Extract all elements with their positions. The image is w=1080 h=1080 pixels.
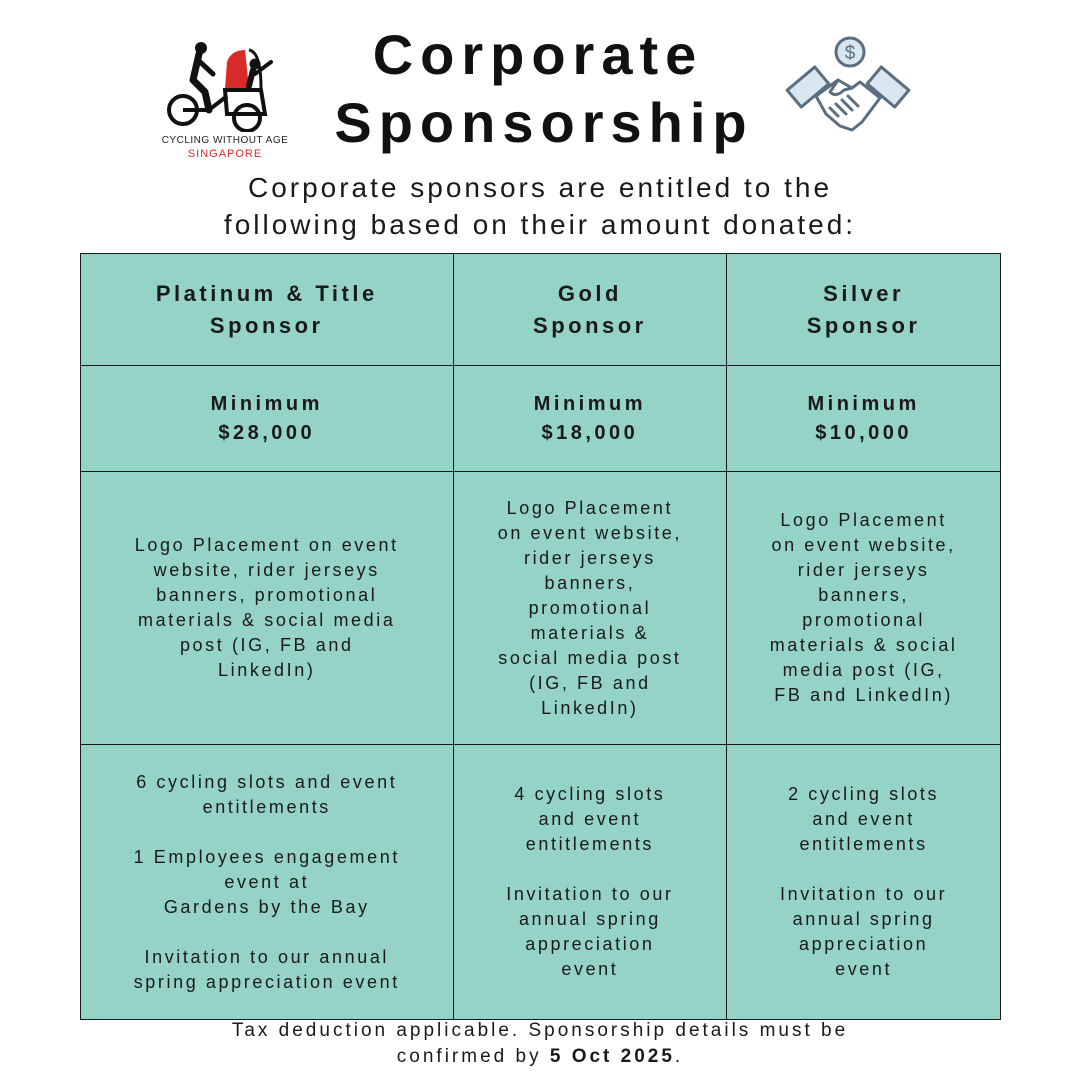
page-title-line2: Sponsorship	[334, 91, 754, 154]
tier-cell-platinum	[81, 254, 454, 366]
logo-text-cycling-without-age: CYCLING WITHOUT AGE	[161, 135, 289, 146]
page-title-line1: Corporate	[372, 23, 704, 86]
other-benefits-cell-gold	[453, 745, 727, 1020]
other-benefits-cell-silver	[727, 745, 1001, 1020]
footer-note: Tax deduction applicable. Sponsorship details must be	[231, 1020, 849, 1041]
logo-text-singapore: SINGAPORE	[187, 148, 263, 160]
sponsorship-table	[80, 253, 1001, 1020]
logo-benefit-cell-gold	[453, 472, 727, 745]
other-benefits-row	[81, 745, 1001, 1020]
minimum-cell-gold	[453, 366, 727, 472]
logo-benefit-text: Logo Placement on event website, rider jerseys banners, promotional materials & social media post (IG, FB and LinkedIn)	[769, 510, 958, 705]
minimum-row	[81, 366, 1001, 472]
minimum-cell-platinum	[81, 366, 454, 472]
logo-benefit-cell-silver	[727, 472, 1001, 745]
tier-cell-silver	[727, 254, 1001, 366]
logo-benefit-row	[81, 472, 1001, 745]
footer-prefix: confirmed by	[396, 1046, 550, 1067]
logo-benefit-text: Logo Placement on event website, rider jerseys banners, promotional materials & social media post (IG, FB and LinkedIn)	[134, 535, 399, 680]
footer-suffix: .	[674, 1046, 684, 1067]
minimum-amount: Minimum $10,000	[807, 392, 920, 444]
subtitle-line2: following based on their amount donated:	[223, 209, 857, 240]
footer-deadline-line	[0, 1046, 1080, 1068]
tier-name-row	[81, 254, 1001, 366]
minimum-amount: Minimum $18,000	[533, 392, 647, 444]
tier-name: Gold Sponsor	[533, 280, 647, 338]
minimum-amount: Minimum $28,000	[210, 392, 323, 444]
handshake-money-icon	[782, 30, 914, 158]
logo-benefit-text: Logo Placement on event website, rider jerseys banners, promotional materials & social media post (IG, FB and LinkedIn)	[497, 497, 683, 718]
tier-cell-gold	[453, 254, 727, 366]
minimum-cell-silver	[727, 366, 1001, 472]
deadline-date: 5 Oct 2025	[549, 1046, 675, 1067]
other-benefits-text: 2 cycling slots and event entitlements Invitation to our annual spring appreciation event	[779, 784, 948, 979]
logo-benefit-cell-platinum	[81, 472, 454, 745]
tier-name: Silver Sponsor	[806, 280, 921, 338]
other-benefits-text: 4 cycling slots and event entitlements Invitation to our annual spring appreciation event	[506, 784, 674, 979]
subtitle-line1: Corporate sponsors are entitled to the	[247, 172, 833, 203]
other-benefits-text: 6 cycling slots and event entitlements 1 Employees engagement event at Gardens by the Bay Invitation to our annual spring appreciation event	[133, 771, 400, 992]
other-benefits-cell-platinum	[81, 745, 454, 1020]
tier-name: Platinum & Title Sponsor	[155, 280, 378, 338]
svg-text:$: $	[844, 43, 856, 64]
